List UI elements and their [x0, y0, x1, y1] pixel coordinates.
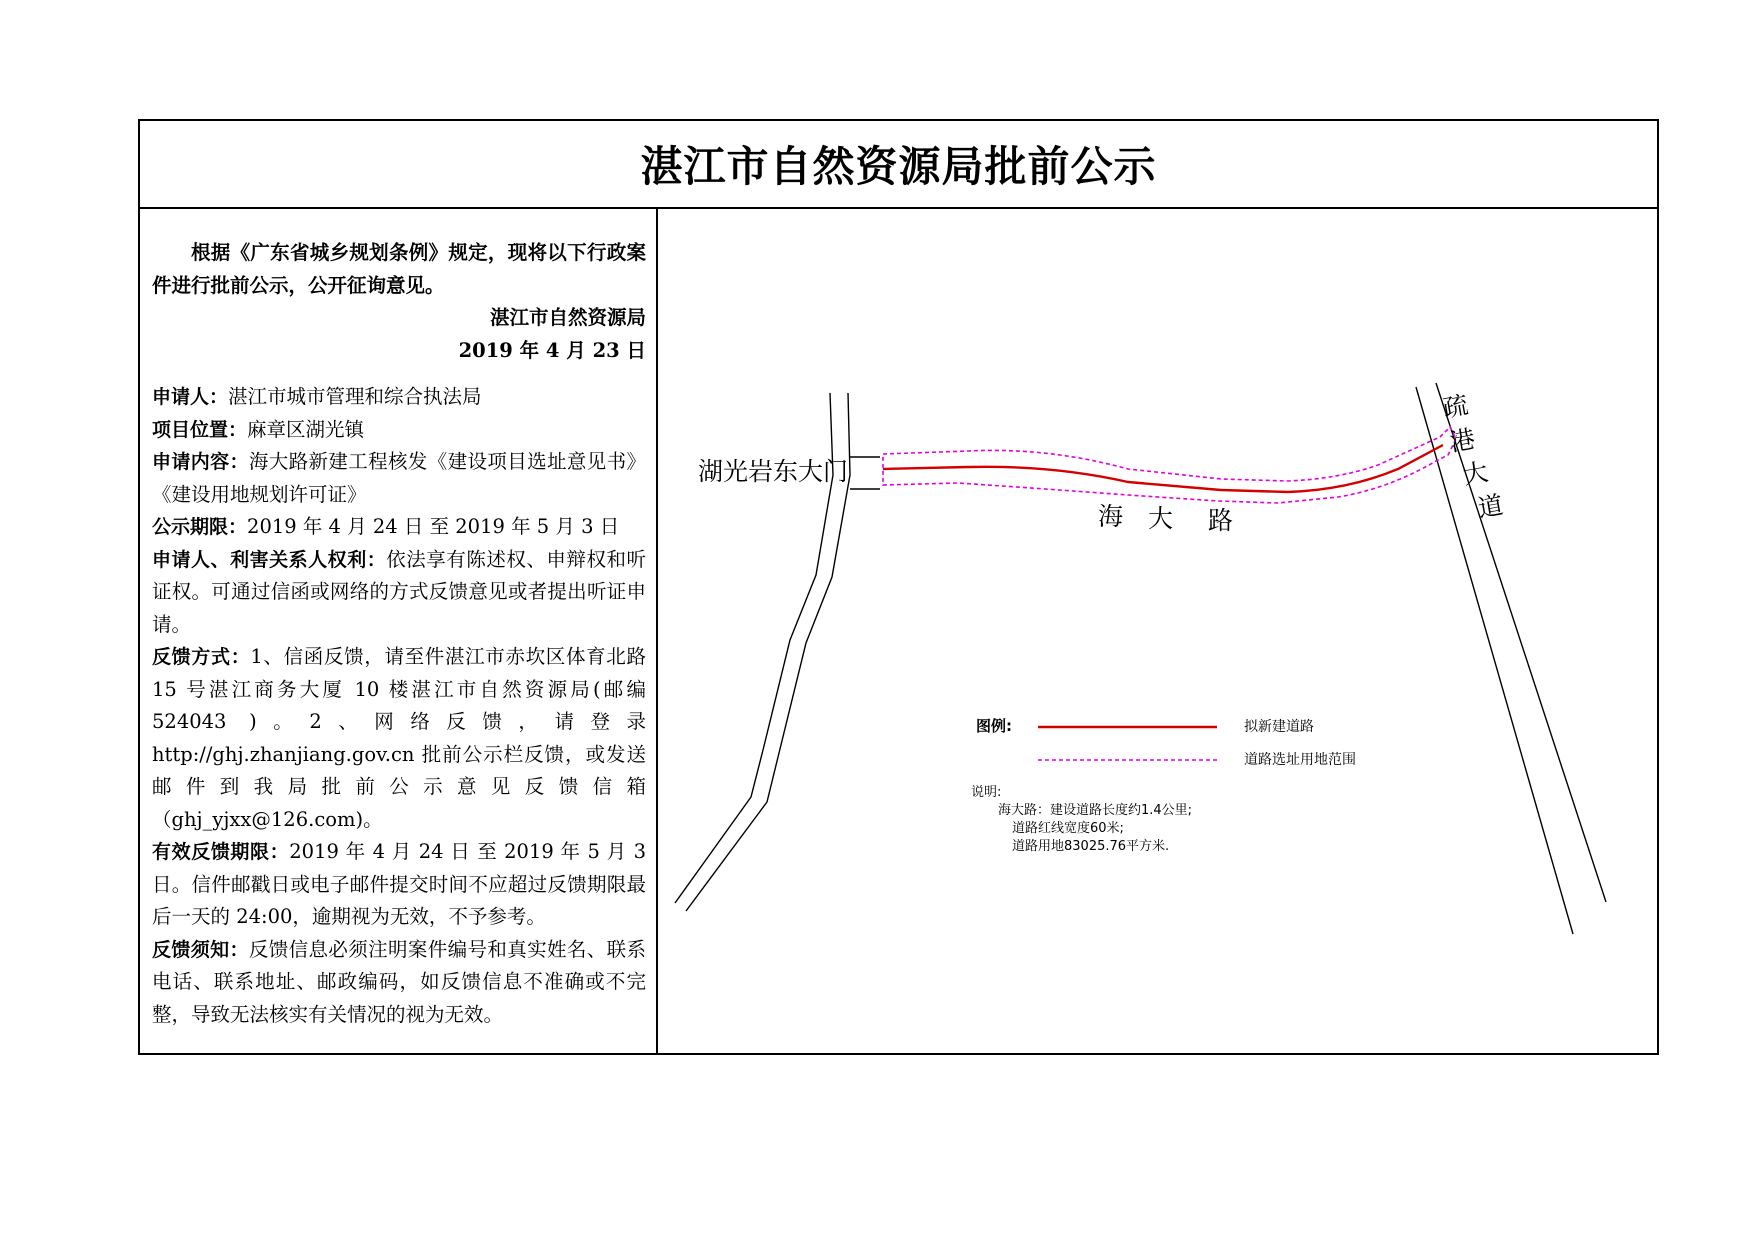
field-label: 公示期限	[152, 516, 229, 538]
field-label: 申请人	[152, 386, 210, 408]
site-map	[658, 207, 1659, 1053]
title-row	[140, 121, 1657, 209]
vertical-road-label-1: 疏	[1440, 390, 1471, 424]
field-value: 麻章区湖光镇	[247, 417, 365, 441]
field-valid: 有效反馈期限：2019 年 4 月 24 日 至 2019 年 5 月 3 日。信件邮戳日或电子邮件提交时间不应超过反馈期限最后一天的 24:00，逾期视为无效，不予参考。	[152, 840, 646, 928]
boundary-area	[883, 427, 1456, 503]
field-content: 申请内容：海大路新建工程核发《建设项目选址意见书》《建设用地规划许可证》	[152, 450, 646, 506]
field-label: 反馈须知	[152, 938, 230, 961]
field-label: 项目位置	[152, 418, 229, 441]
field-label: 申请内容	[152, 451, 230, 473]
field-value: 1、信函反馈，请至件湛江市赤坎区体育北路 15 号湛江商务大厦 10 楼湛江市自然资源局(邮编 524043 )。2、网络反馈，请登录 http://ghj.zhanjiang.gov.cn 批前公示栏反馈，或发送邮件到我局批前公示意见反馈信箱（ghj_yjxx@126.com)。	[152, 645, 646, 831]
notes-title: 说明:	[971, 785, 1002, 800]
right-road-edge-outer	[1416, 387, 1573, 934]
vertical-road-label-3: 大	[1460, 457, 1491, 491]
notice-text-panel	[140, 207, 658, 1053]
side-road-stub	[850, 457, 880, 489]
field-rights: 申请人、利害关系人权利：依法享有陈述权、申辩权和听证权。可通过信函或网络的方式反馈意见或者提出听证申请。	[152, 547, 646, 636]
field-period: 公示期限：2019 年 4 月 24 日 至 2019 年 5 月 3 日	[152, 515, 620, 538]
field-location: 项目位置：麻章区湖光镇	[152, 417, 365, 441]
map-panel	[658, 207, 1657, 1053]
legend-title: 图例:	[976, 717, 1012, 735]
road-label-2: 大	[1148, 504, 1174, 533]
field-notice: 反馈须知：反馈信息必须注明案件编号和真实姓名、联系电话、联系地址、邮政编码，如反馈信息不准确或不完整，导致无法核实有关情况的视为无效。	[152, 937, 646, 1026]
legend-magenta-text: 道路选址用地范围	[1244, 752, 1356, 768]
proposed-road-line	[883, 445, 1443, 492]
field-value: 2019 年 4 月 24 日 至 2019 年 5 月 3 日。信件邮戳日或电子邮件提交时间不应超过反馈期限最后一天的 24:00，逾期视为无效，不予参考。	[152, 840, 646, 928]
map-left-label: 湖光岩东大门	[698, 457, 849, 486]
vertical-road-label-4: 道	[1475, 490, 1506, 524]
signature-org: 湛江市自然资源局	[489, 306, 646, 329]
intro-paragraph: 根据《广东省城乡规划条例》规定，现将以下行政案件进行批前公示，公开征询意见。	[152, 241, 646, 297]
note-line-1: 海大路：建设道路长度约1.4公里;	[998, 803, 1193, 818]
page-title: 湛江市自然资源局批前公示	[640, 142, 1157, 191]
road-label-1: 海	[1098, 502, 1124, 531]
field-label: 申请人、利害关系人权利	[152, 548, 367, 571]
field-value: 依法享有陈述权、申辩权和听证权。可通过信函或网络的方式反馈意见或者提出听证申请。	[152, 547, 646, 636]
field-label: 有效反馈期限	[152, 841, 270, 863]
field-value: 2019 年 4 月 24 日 至 2019 年 5 月 3 日	[247, 515, 620, 538]
notice-frame	[138, 119, 1659, 1055]
field-value: 反馈信息必须注明案件编号和真实姓名、联系电话、联系地址、邮政编码，如反馈信息不准确或不完整，导致无法核实有关情况的视为无效。	[152, 937, 646, 1026]
field-value: 海大路新建工程核发《建设项目选址意见书》《建设用地规划许可证》	[152, 450, 646, 506]
signature-date: 2019 年 4 月 23 日	[458, 338, 646, 362]
note-line-3: 道路用地83025.76平方米.	[1012, 839, 1170, 854]
field-value: 湛江市城市管理和综合执法局	[228, 385, 482, 408]
note-line-2: 道路红线宽度60米;	[1012, 821, 1124, 836]
field-feedback: 反馈方式：1、信函反馈，请至件湛江市赤坎区体育北路 15 号湛江商务大厦 10 楼湛江市自然资源局(邮编 524043 )。2、网络反馈，请登录 http://ghj.zhanjiang.gov.cn 批前公示栏反馈，或发送邮件到我局批前公示意见反馈信箱（ghj_yjxx@126.com)。	[152, 645, 646, 831]
legend-red-text: 拟新建道路	[1244, 719, 1314, 735]
field-applicant: 申请人：湛江市城市管理和综合执法局	[152, 385, 482, 408]
vertical-road-label-2: 港	[1447, 424, 1478, 458]
road-label-3: 路	[1208, 506, 1234, 535]
field-label: 反馈方式	[152, 646, 231, 668]
